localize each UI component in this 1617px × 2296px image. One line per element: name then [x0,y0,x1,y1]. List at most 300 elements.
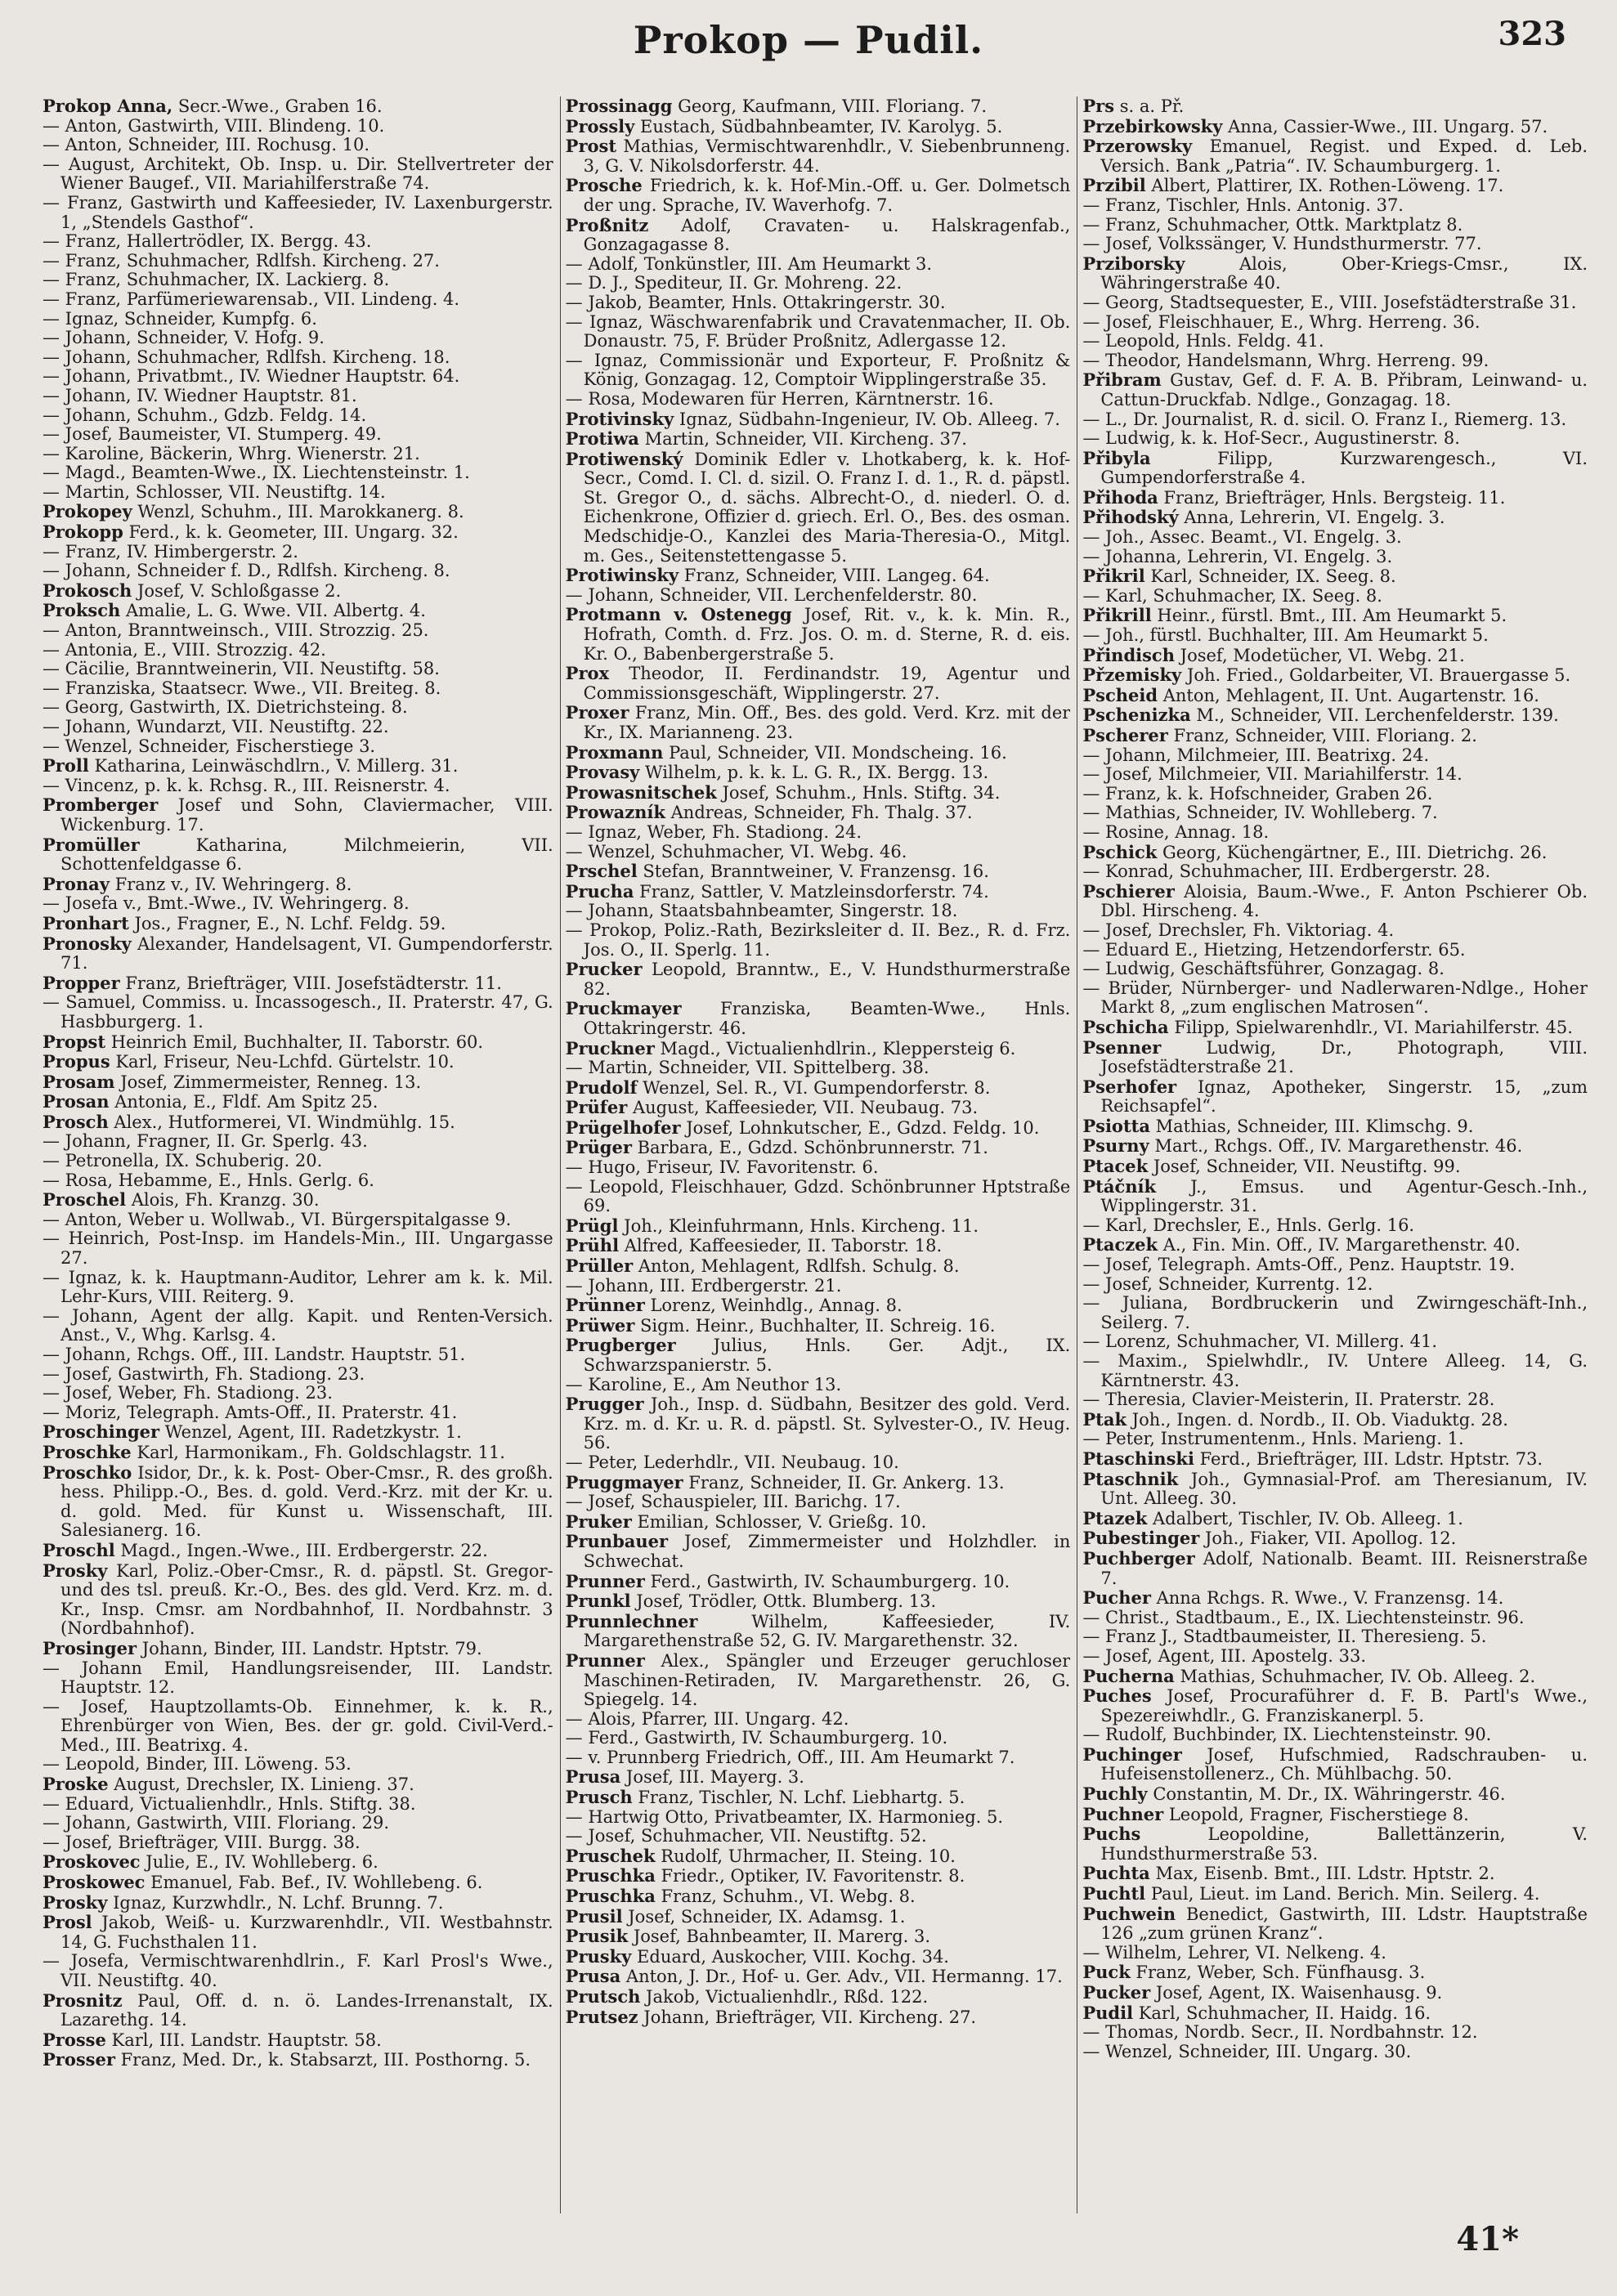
entry-details: — Alois, Pfarrer, III. Ungarg. 42. [565,1708,849,1729]
directory-entry [1082,1038,1588,1077]
entry-details: Andreas, Schneider, Fh. Thalg. 37. [665,803,973,823]
entry-surname: Prucker [565,959,643,980]
entry-surname: Puck [1082,1962,1131,1983]
directory-entry [566,605,1071,664]
directory-entry [1082,2043,1588,2062]
entry-surname: Psurny [1082,1135,1149,1157]
entry-surname: Pronay [43,873,110,894]
entry-details: Constantin, M. Dr., IX. Währingerstr. 46. [1147,1784,1506,1805]
directory-entry [1082,1963,1588,1983]
directory-entry [1082,1157,1588,1177]
entry-surname: Puchberger [1082,1547,1195,1569]
directory-entry [566,743,1071,763]
entry-details: Josef, Agent, IX. Waisenhausg. 9. [1150,1983,1443,2003]
entry-details: Adalbert, Tischler, IV. Ob. Alleeg. 1. [1147,1508,1463,1528]
directory-entry [1082,293,1588,313]
entry-surname: Ptaschinski [1082,1448,1194,1469]
entry-surname: Prünner [565,1295,645,1316]
entry-details: — Maxim., Spielwhdlr., IV. Untere Alleeg. 14, G. Kärntnerstr. 43. [1082,1351,1588,1390]
directory-entry [566,1612,1071,1651]
directory-entry [1082,2003,1588,2024]
directory-entry [43,1422,553,1443]
directory-entry [566,1236,1071,1256]
directory-entry [566,1907,1071,1927]
entry-surname: Propus [43,1051,110,1072]
entry-details: — Josef, Schauspieler, III. Barichg. 17. [565,1492,901,1512]
entry-surname: Pschicha [1082,1016,1169,1037]
entry-details: — Rosa, Hebamme, E., Hnls. Gerlg. 6. [43,1170,374,1190]
entry-details: Friedr., Optiker, IV. Favoritenstr. 8. [655,1866,965,1886]
entry-details: — Ignaz, Weber, Fh. Stadiong. 24. [565,821,862,842]
directory-entry [43,232,553,252]
directory-entry [1082,1470,1588,1509]
directory-entry [1082,1410,1588,1430]
entry-details: Josef, Zimmermeister, Renneg. 13. [114,1072,422,1092]
entry-surname: Prüfer [565,1097,628,1118]
entry-details: Heinr., fürstl. Bmt., III. Am Heumarkt 5. [1151,606,1507,626]
directory-entry [43,1698,553,1756]
entry-details: Alois, Fh. Kranzg. 30. [126,1190,320,1211]
entry-details: — Josef, Schuhmacher, VII. Neustiftg. 52. [565,1826,927,1846]
entry-details: Lorenz, Weinhdlg., Annag. 8. [644,1296,903,1316]
entry-surname: Pschenizka [1082,705,1191,726]
entry-surname: Proskovec [43,1851,141,1873]
directory-entry [43,136,553,155]
directory-entry [1082,1136,1588,1157]
directory-entry [43,271,553,290]
directory-entry [1082,235,1588,254]
entry-details: — Wenzel, Schneider, III. Ungarg. 30. [1082,2041,1412,2061]
entry-details: Josef, Lohnkutscher, E., Gdzd. Feldg. 10. [680,1117,1040,1138]
directory-entry [566,1651,1071,1710]
entry-surname: Psenner [1082,1036,1162,1058]
entry-surname: Prügl [565,1215,619,1236]
entry-details: — Franz, IV. Himbergerstr. 2. [43,541,298,562]
entry-details: — Antonia, E., VIII. Strozzig. 42. [43,639,326,660]
directory-entry [43,367,553,387]
entry-details: — Josef, Baumeister, VI. Stumperg. 49. [43,424,382,445]
entry-details: — Johann Emil, Handlungsreisender, III. Landstr. Hauptstr. 12. [43,1658,553,1698]
entry-details: Eustach, Südbahnbeamter, IV. Karolyg. 5. [634,116,1003,137]
directory-entry [566,823,1071,843]
entry-details: Magd., Victualienhdlrin., Kleppersteig 6. [654,1038,1016,1058]
entry-details: Josef, V. Schloßgasse 2. [132,580,342,601]
directory-entry [566,1296,1071,1316]
entry-details: Karl, Schuhmacher, II. Haidg. 16. [1133,2003,1431,2023]
entry-details: s. a. Př. [1114,96,1185,116]
directory-entry [1082,1332,1588,1352]
entry-surname: Prucha [565,880,634,902]
directory-entry [1082,1235,1588,1255]
entry-surname: Přibyla [1082,447,1151,468]
page-number: 323 [1498,15,1566,53]
entry-details: Wilhelm, p. k. k. L. G. R., IX. Bergg. 13. [639,763,989,783]
entry-details: — Thomas, Nordb. Secr., II. Nordbahnstr. 12. [1082,2022,1478,2043]
directory-columns [43,96,1588,2213]
directory-entry [43,1229,553,1268]
entry-details: Franz, Schuhm., VI. Webg. 8. [655,1886,916,1907]
directory-entry [43,1814,553,1833]
page-heading: Prokop — Pudil. [633,18,984,62]
entry-details: — Martin, Schlosser, VII. Neustiftg. 14. [43,481,386,502]
directory-entry [43,835,553,875]
entry-details: — Christ., Stadtbaum., E., IX. Liechtensteinstr. 96. [1082,1607,1525,1627]
entry-surname: Pruckmayer [565,998,682,1019]
entry-details: — Johann, III. Erdbergerstr. 21. [565,1275,842,1296]
entry-surname: Pruker [565,1511,632,1532]
entry-details: — Josef, Fleischhauer, E., Whrg. Herreng. 36. [1082,311,1480,332]
entry-details: — Jakob, Beamter, Hnls. Ottakringerstr. 30. [565,292,946,312]
entry-details: Franz, Weber, Sch. Fünfhausg. 3. [1130,1963,1426,1983]
entry-surname: Pruschka [565,1865,656,1886]
entry-details: — Heinrich, Post-Insp. im Handels-Min., III. Ungargasse 27. [43,1229,553,1269]
entry-surname: Prossinagg [565,96,673,116]
directory-entry [43,1833,553,1853]
entry-details: Leopold, Branntw., E., V. Hundsthurmerstraße 82. [583,960,1071,999]
entry-details: Josef, Trödler, Ottk. Blumberg. 13. [630,1591,937,1612]
entry-surname: Przibil [1082,175,1146,196]
entry-details: — Hartwig Otto, Privatbeamter, IX. Harmonieg. 5. [565,1806,1004,1827]
directory-entry [1082,1904,1588,1944]
entry-details: — Rosa, Modewaren für Herren, Kärntnerstr. 16. [565,388,994,409]
entry-details: — Josef, Telegraph. Amts-Off., Penz. Hauptstr. 19. [1082,1255,1516,1275]
entry-details: Antonia, E., Fldf. Am Spitz 25. [109,1092,378,1112]
entry-details: — Johann, Fragner, II. Gr. Sperlg. 43. [43,1131,368,1152]
entry-details: — Cäcilie, Branntweinerin, VII. Neustiftg. 58. [43,659,440,679]
entry-details: Franz, Schneider, VIII. Langeg. 64. [679,566,990,586]
directory-entry [1082,351,1588,371]
entry-details: Filipp, Kurzwarengesch., VI. Gumpendorferstraße 4. [1100,448,1588,488]
entry-details: — Karoline, Bäckerin, Whrg. Wienerstr. 21. [43,443,420,463]
directory-entry [1082,921,1588,941]
entry-surname: Prost [565,136,617,157]
entry-details: — Josefa, Vermischtwarenhdlrin., F. Karl Prosl's Wwe., VII. Neustiftg. 40. [43,1951,553,1990]
entry-surname: Přihoda [1082,486,1158,508]
directory-entry [43,756,553,777]
entry-surname: Ptacek [1082,1156,1149,1177]
entry-surname: Puchly [1082,1784,1148,1805]
entry-details: — Josef, Agent, III. Apostelg. 33. [1082,1645,1367,1666]
entry-details: — Franz, Hallertrödler, IX. Bergg. 43. [43,231,372,252]
entry-details: Karl, III. Landstr. Hauptstr. 58. [105,2030,382,2050]
entry-details: Emilian, Schlosser, V. Grießg. 10. [631,1511,927,1532]
entry-details: — Peter, Lederhdlr., VII. Neubaug. 10. [565,1452,899,1472]
directory-entry [1082,410,1588,430]
entry-details: Jos., Fragner, E., N. Lchf. Feldg. 59. [128,913,446,933]
entry-details: Adolf, Cravaten- u. Halskragenfab., Gonzagagasse 8. [583,215,1071,255]
directory-entry [1082,1609,1588,1628]
directory-entry [43,718,553,737]
entry-surname: Puchner [1082,1803,1164,1824]
directory-entry [43,1541,553,1561]
directory-entry [43,679,553,699]
entry-details: M., Schneider, VII. Lerchenfelderstr. 139. [1190,705,1559,726]
entry-details: Mathias, Vermischtwarenhdlr., V. Siebenbrunneng. 3, G. V. Nikolsdorferstr. 44. [583,137,1071,176]
entry-details: Katharina, Milchmeierin, VII. Schottenfeldgasse 6. [60,835,553,875]
directory-entry [1082,488,1588,508]
directory-entry [43,601,553,621]
entry-surname: Pucher [1082,1587,1151,1609]
directory-entry [566,450,1071,566]
entry-details: — Eduard, Victualienhdlr., Hnls. Stiftg. 38. [43,1793,416,1814]
entry-surname: Prokosch [43,580,132,601]
directory-entry [566,566,1071,586]
directory-entry [43,1269,553,1307]
directory-entry [566,1078,1071,1099]
entry-surname: Prosan [43,1091,110,1112]
directory-entry [1082,566,1588,587]
entry-details: Emanuel, Fab. Bef., IV. Wohllebeng. 6. [145,1873,483,1893]
directory-entry [1082,862,1588,882]
entry-details: — Johann, Rchgs. Off., III. Landstr. Hauptstr. 51. [43,1345,466,1364]
directory-entry [566,1376,1071,1395]
entry-details: — Franz, Schuhmacher, Ottk. Marktplatz 8. [1082,214,1463,235]
entry-surname: Proschke [43,1441,132,1462]
directory-entry [566,1216,1071,1237]
directory-entry [43,483,553,503]
directory-entry [43,562,553,581]
directory-entry [43,445,553,464]
entry-details: J., Emsus. und Agentur-Gesch.-Inh., Wipplingerstr. 31. [1100,1176,1588,1216]
entry-surname: Propper [43,972,120,993]
directory-entry [43,1211,553,1230]
directory-entry [566,1808,1071,1828]
directory-entry [43,641,553,660]
directory-entry [566,137,1071,176]
directory-entry [43,1852,553,1873]
entry-surname: Prossly [565,115,635,137]
directory-entry [43,2050,553,2070]
entry-details: Rudolf, Uhrmacher, II. Steing. 10. [655,1846,956,1866]
entry-details: Karl, Poliz.-Ober-Cmsr., R. d. päpstl. St. Gregor- und des tsl. preuß. Kr.-O., Bes. des gld. Verd. Krz. m. d. Kr., Insp. Cmsr. am Nordbahnhof, II. Nordbahnstr. 3 (Nordbahnhof). [60,1560,553,1639]
directory-entry [1082,216,1588,235]
entry-details: — L., Dr. Journalist, R. d. sicil. O. Franz I., Riemerg. 13. [1082,409,1567,429]
directory-entry [1082,665,1588,686]
entry-details: Theodor, II. Ferdinandstr. 19, Agentur und Commissionsgeschäft, Wipplingerstr. 27. [583,664,1071,703]
entry-surname: Promberger [43,794,159,816]
directory-entry [566,1729,1071,1748]
entry-details: Ferd., Gastwirth, IV. Schaumburgerg. 10. [644,1571,1010,1591]
directory-entry [1082,332,1588,351]
directory-entry [43,581,553,602]
directory-entry [1082,1884,1588,1904]
directory-entry [1082,1449,1588,1470]
entry-surname: Přzemisky [1082,665,1182,686]
directory-entry [43,2030,553,2051]
entry-surname: Pronhart [43,912,129,933]
entry-details: Albert, Plattirer, IX. Rothen-Löweng. 17. [1145,176,1504,196]
entry-surname: Pscherer [1082,725,1168,745]
entry-details: Anton, Mehlagent, Rdlfsh. Schulg. 8. [633,1256,960,1277]
entry-details: August, Kaffeesieder, VII. Neubaug. 73. [627,1098,979,1118]
directory-entry [566,429,1071,450]
directory-entry [566,1927,1071,1947]
directory-entry [566,1336,1071,1375]
entry-details: Emanuel, Regist. und Exped. d. Leb. Versich. Bank „Patria“. IV. Schaumburgerg. 1. [1100,137,1588,176]
directory-entry [1082,1352,1588,1390]
entry-surname: Prokopey [43,501,132,522]
entry-details: Anton, J. Dr., Hof- u. Ger. Adv., VII. Hermanng. 17. [620,1967,1063,1987]
entry-details: — Rosine, Annag. 18. [1082,821,1270,842]
directory-entry [43,1952,553,1990]
entry-details: Jakob, Weiß- u. Kurzwarenhdlr., VII. Westbahnstr. 14, G. Fuchsthalen 11. [60,1913,553,1952]
directory-entry [1082,803,1588,823]
entry-surname: Propst [43,1031,106,1052]
entry-details: Franz, Sattler, V. Matzleinsdorferstr. 74. [634,881,989,902]
entry-surname: Protivinsky [565,408,674,429]
entry-details: — Franz J., Stadtbaumeister, II. Theresieng. 5. [1082,1627,1487,1647]
directory-entry [1082,1430,1588,1449]
entry-details: — Petronella, IX. Schuberig. 20. [43,1151,323,1171]
entry-surname: Prühl [565,1235,620,1256]
entry-details: Wenzel, Agent, III. Radetzkystr. 1. [159,1422,462,1443]
entry-surname: Puchta [1082,1863,1150,1884]
entry-details: — Eduard E., Hietzing, Hetzendorferstr. 65. [1082,939,1466,960]
entry-surname: Prüger [565,1137,632,1158]
entry-details: Franz v., IV. Wehringerg. 8. [109,874,352,894]
directory-entry [566,216,1071,255]
entry-details: Josef, III. Mayerg. 3. [620,1767,804,1788]
entry-surname: Prox [565,663,610,684]
entry-surname: Proschinger [43,1421,160,1443]
directory-entry [1082,1509,1588,1529]
directory-entry [43,1052,553,1072]
directory-entry [43,1403,553,1423]
entry-details: — Franz, Schuhmacher, IX. Lackierg. 8. [43,270,390,290]
entry-details: Alois, Ober-Kriegs-Cmsr., IX. Währingerstraße 40. [1100,253,1588,293]
directory-entry [566,1118,1071,1139]
directory-entry [1082,1944,1588,1963]
entry-details: — Josef, Gastwirth, Fh. Stadiong. 23. [43,1363,365,1384]
entry-details: Johann, Binder, III. Landstr. Hptstr. 79. [137,1638,482,1658]
directory-entry [1082,1667,1588,1687]
directory-entry [1082,882,1588,921]
entry-surname: Prüller [565,1255,634,1277]
entry-surname: Prunnlechner [565,1610,698,1631]
directory-entry [566,1710,1071,1730]
directory-entry [43,1775,553,1795]
entry-surname: Proll [43,755,89,777]
entry-details: — Franz, Gastwirth und Kaffeesieder, IV. Laxenburgerstr. 1, „Stendels Gasthof“. [43,192,553,232]
directory-entry [1082,96,1588,117]
entry-surname: Prosinger [43,1637,137,1658]
entry-details: Josef, Hufschmied, Radschrauben- u. Hufeisenstollenerz., Ch. Mühlbachg. 50. [1100,1744,1588,1784]
directory-entry [1082,1864,1588,1884]
entry-details: — Josef, Schneider, Kurrentg. 12. [1082,1273,1373,1294]
directory-entry [566,293,1071,313]
directory-entry [43,1032,553,1053]
directory-entry [566,862,1071,882]
entry-details: — Wenzel, Schneider, Fischerstiege 3. [43,736,376,756]
entry-surname: Prusik [565,1926,629,1947]
entry-details: — Leopold, Binder, III. Löweng. 53. [43,1754,352,1775]
entry-details: — Josef, Drechsler, Fh. Viktoriag. 4. [1082,920,1395,940]
entry-surname: Pruschek [565,1845,656,1866]
directory-entry [43,777,553,796]
directory-entry [43,737,553,757]
entry-surname: Přibram [1082,369,1162,391]
directory-column-1 [43,96,553,2213]
entry-details: — Johann, Schuhmacher, Rdlfsh. Kircheng. 18. [43,347,450,367]
entry-details: Magd., Ingen.-Wwe., III. Erdbergerstr. 22. [114,1540,488,1560]
entry-details: — Joh., Assec. Beamt., VI. Engelg. 3. [1082,527,1402,548]
entry-surname: Puchtl [1082,1883,1146,1904]
entry-details: — Johann, Schneider, V. Hofg. 9. [43,328,325,348]
directory-entry [566,117,1071,137]
entry-surname: Pscheid [1082,684,1158,705]
entry-surname: Psiotta [1082,1115,1150,1136]
entry-details: Julie, E., IV. Wohlleberg. 6. [140,1852,378,1873]
entry-details: Joh. Fried., Goldarbeiter, VI. Brauergasse 5. [1181,665,1571,686]
directory-entry [43,1561,553,1639]
directory-entry [1082,1983,1588,2003]
entry-details: — Franz, Schuhmacher, Rdlfsh. Kircheng. 27. [43,250,440,271]
entry-surname: Prugberger [565,1335,676,1356]
entry-details: — Hugo, Friseur, IV. Favoritenstr. 6. [565,1157,879,1178]
entry-surname: Prs [1082,96,1115,116]
entry-details: — Johann, Gastwirth, VIII. Floriang. 29. [43,1813,390,1833]
entry-details: Max, Eisenb. Bmt., III. Ldstr. Hptstr. 2. [1149,1864,1495,1884]
entry-surname: Prudolf [565,1076,638,1098]
entry-details: — Josef, Briefträger, VIII. Burgg. 38. [43,1832,361,1852]
entry-details: Josef, Rit. v., k. k. Min. R., Hofrath, Comth. d. Frz. Jos. O. m. d. Sterne, R. d. eis. Kr. O., Babenbergerstraße 5. [583,605,1071,664]
entry-surname: Proskowec [43,1872,146,1893]
directory-entry [43,1384,553,1403]
entry-surname: Proßnitz [565,214,649,235]
directory-entry [1082,1686,1588,1725]
entry-surname: Prokop Anna, [43,96,173,116]
directory-entry [43,660,553,679]
entry-surname: Prowasnitschek [565,781,717,803]
entry-surname: Prziborsky [1082,253,1185,274]
directory-entry [43,387,553,406]
entry-details: Josef, Procuraführer d. F. B. Partl's Wwe., Spezereiwhdlr., G. Franziskanerpl. 5. [1100,1686,1588,1725]
directory-entry [1082,686,1588,706]
directory-entry [43,993,553,1032]
entry-details: Benedict, Gastwirth, III. Ldstr. Hauptstraße 126 „zum grünen Kranz“. [1100,1904,1588,1944]
directory-entry [43,1171,553,1191]
directory-entry [566,1788,1071,1808]
entry-surname: Prosche [565,175,643,196]
entry-details: Joh., Insp. d. Südbahn, Besitzer des gold. Verd. Krz. m. d. Kr. u. R. d. päpstl. St. Sylvester-O., IV. Heug. 56. [583,1394,1071,1453]
directory-entry [566,843,1071,862]
entry-surname: Prosser [43,2049,115,2070]
entry-details: Barbara, E., Gdzd. Schönbrunnerstr. 71. [631,1138,988,1158]
entry-details: Anna, Cassier-Wwe., III. Ungarg. 57. [1222,116,1548,137]
entry-details: Karl, Friseur, Neu-Lchfd. Gürtelstr. 10. [110,1052,455,1072]
directory-entry [1082,960,1588,979]
entry-surname: Pronosky [43,933,132,954]
entry-surname: Protmann v. Ostenegg [565,604,792,625]
directory-entry [1082,587,1588,606]
directory-entry [566,274,1071,293]
entry-surname: Przebirkowsky [1082,115,1223,137]
directory-entry [43,1755,553,1775]
entry-details: — Moriz, Telegraph. Amts-Off., II. Praterstr. 41. [43,1402,458,1422]
directory-entry [43,329,553,348]
entry-surname: Pschierer [1082,880,1175,902]
entry-details: — Martin, Schneider, VII. Spittelberg. 38. [565,1058,929,1078]
directory-entry [1082,254,1588,293]
entry-details: — Johann, Schneider f. D., Rdlfsh. Kircheng. 8. [43,561,450,581]
entry-details: Joh., Ingen. d. Nordb., II. Ob. Viaduktg. 28. [1127,1409,1508,1430]
entry-details: — Ignaz, Schneider, Kumpfg. 6. [43,308,317,329]
entry-details: Katharina, Leinwäschdlrn., V. Millerg. 31. [88,756,459,777]
entry-details: — Anton, Schneider, III. Rochusg. 10. [43,135,370,155]
directory-entry [43,934,553,973]
entry-surname: Prusa [565,1966,621,1987]
entry-details: — August, Architekt, Ob. Insp. u. Dir. Stellvertreter der Wiener Baugef., VII. Mariahilferstraße 74. [43,154,553,194]
